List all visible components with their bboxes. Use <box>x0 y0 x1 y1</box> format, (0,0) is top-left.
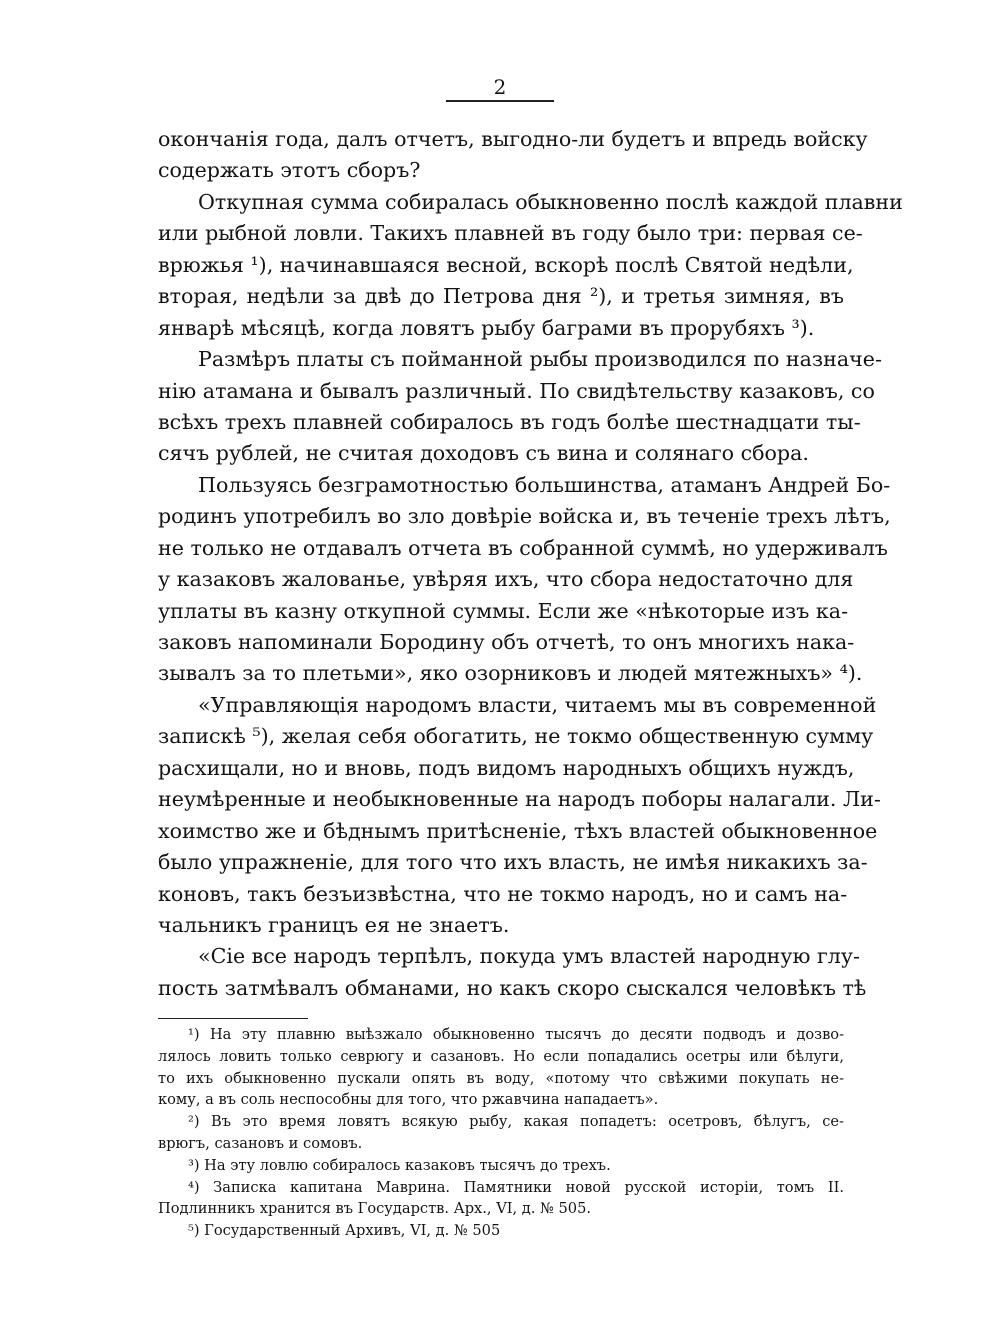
body-line: зывалъ за то плетьми», яко озорниковъ и людей мятежныхъ» ⁴). <box>158 661 863 686</box>
body-line: заковъ напоминали Бородину объ отчетѣ, то онъ многихъ нака- <box>158 630 855 654</box>
body-line: хоимство же и бѣднымъ притѣсненіе, тѣхъ властей обыкновенное <box>158 818 878 843</box>
footnote-line: ²) Въ это время ловятъ всякую рыбу, какая попадетъ: осетровъ, бѣлугъ, се- <box>188 1113 844 1131</box>
body-line: «Управляющія народомъ власти, читаемъ мы въ современной <box>198 692 877 717</box>
body-line: нію атамана и бывалъ различный. По свидѣтельству казаковъ, со <box>158 378 875 403</box>
footnote-rule <box>158 1018 308 1019</box>
footnote-line: кому, а въ соль неспособны для того, что ржавчина нападаетъ». <box>158 1091 659 1109</box>
body-line: уплаты въ казну откупной суммы. Если же «нѣкоторые изъ ка- <box>158 598 849 623</box>
body-line: «Сіе все народъ терпѣлъ, покуда умъ властей народную глу- <box>198 944 860 969</box>
body-line: всѣхъ трехъ плавней собиралось въ годъ болѣе шестнадцати ты- <box>158 409 861 434</box>
body-line: родинъ употребилъ во зло довѣріе войска и, въ теченіе трехъ лѣтъ, <box>158 504 891 529</box>
body-line: неумѣренные и необыкновенные на народъ поборы налагали. Ли- <box>158 787 881 812</box>
footnote-line: ⁴) Записка капитана Маврина. Памятники новой русской исторіи, томъ II. <box>188 1178 844 1196</box>
footnote-line: ¹) На эту плавню выѣзжало обыкновенно тысячъ до десяти подводъ и дозво- <box>188 1026 844 1043</box>
body-line: запискѣ ⁵), желая себя обогатить, не токмо общественную сумму <box>158 724 874 749</box>
body-line: сячъ рублей, не считая доходовъ съ вина и солянаго сбора. <box>158 441 809 466</box>
body-line: Пользуясь безграмотностью большинства, атаманъ Андрей Бо- <box>198 472 891 497</box>
footnote-line: ⁵) Государственный Архивъ, VI, д. № 505 <box>188 1222 501 1240</box>
header-rule <box>446 100 554 102</box>
body-line: не только не отдавалъ отчета въ собранной суммѣ, но удерживалъ <box>158 535 888 560</box>
body-line: было упражненіе, для того что ихъ власть, не имѣя никакихъ за- <box>158 850 868 875</box>
body-line: расхищали, но и вновь, подъ видомъ народныхъ общихъ нуждъ, <box>158 755 855 780</box>
body-line: коновъ, такъ безъизвѣстна, что не токмо народъ, но и самъ на- <box>158 881 848 906</box>
body-line: чальникъ границъ ея не знаетъ. <box>158 912 510 937</box>
body-text <box>158 124 903 1004</box>
body-line: окончанія года, далъ отчетъ, выгодно-ли будетъ и впредь войску <box>158 127 868 151</box>
body-line: Откупная сумма собиралась обыкновенно послѣ каждой плавни <box>198 189 903 214</box>
body-line: у казаковъ жалованье, увѣряя ихъ, что сбора недостаточно для <box>158 567 854 592</box>
footnotes <box>158 1024 844 1242</box>
page-number: 2 <box>493 75 507 99</box>
body-line: Размѣръ платы съ пойманной рыбы производился по назначе- <box>198 347 882 372</box>
footnote-line: лялось ловить только севрюгу и сазановъ. Но если попадались осетры или бѣлуги, <box>158 1047 844 1065</box>
body-line: пость затмѣвалъ обманами, но какъ скоро сыскался человѣкъ тѣ <box>158 975 867 1000</box>
body-line: содержать этотъ сборъ? <box>158 158 421 183</box>
body-line: или рыбной ловли. Такихъ плавней въ году было три: первая се- <box>158 221 863 246</box>
body-line: вторая, недѣли за двѣ до Петрова дня ²), и третья зимняя, въ <box>158 284 844 309</box>
body-line: врюжья ¹), начинавшаяся весной, вскорѣ послѣ Святой недѣли, <box>158 252 854 277</box>
footnote-line: то ихъ обыкновенно пускали опять въ воду, «потому что свѣжими покупать не- <box>158 1069 844 1087</box>
body-line: январѣ мѣсяцѣ, когда ловятъ рыбу баграми въ прорубяхъ ³). <box>158 315 815 340</box>
footnote-line: Подлинникъ хранится въ Государств. Арх., VI, д. № 505. <box>158 1200 591 1218</box>
footnote-line: ³) На эту ловлю собиралось казаковъ тысячъ до трехъ. <box>188 1156 611 1174</box>
footnote-line: врюгъ, сазановъ и сомовъ. <box>158 1134 363 1152</box>
